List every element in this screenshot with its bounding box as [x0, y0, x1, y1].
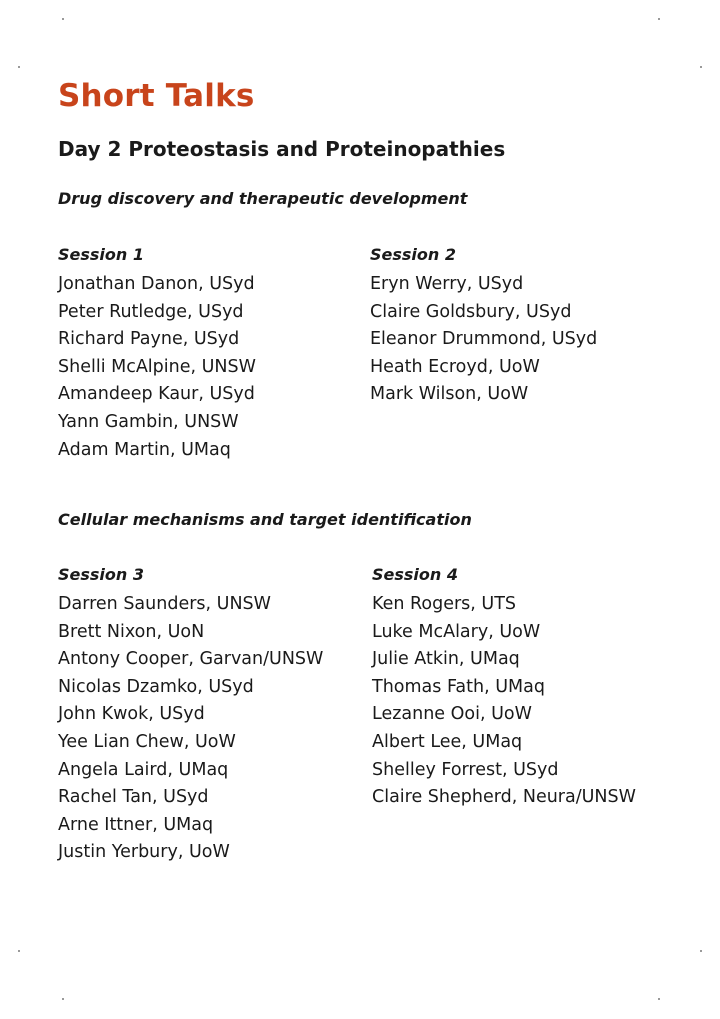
session-4-speaker-list	[372, 591, 636, 812]
speaker-name: Ken Rogers, UTS	[372, 594, 517, 614]
section-heading-cellular-mechanisms: Cellular mechanisms and target identification	[58, 510, 472, 529]
speaker-name: Darren Saunders, UNSW	[58, 594, 271, 614]
session-3-column	[58, 563, 323, 867]
speaker-name: Thomas Fath, UMaq	[372, 676, 545, 697]
speaker-name: Luke McAlary, UoW	[372, 621, 541, 642]
speaker-name: Rachel Tan, USyd	[58, 787, 209, 808]
crop-mark	[658, 998, 660, 1000]
session-2-label: Session 2	[370, 245, 456, 264]
section-heading-drug-discovery: Drug discovery and therapeutic development	[58, 189, 468, 208]
speaker-name: Richard Payne, USyd	[58, 329, 240, 350]
day-heading: Day 2 Proteostasis and Proteinopathies	[58, 137, 506, 161]
speaker-name: Claire Shepherd, Neura/UNSW	[372, 787, 636, 808]
crop-mark	[62, 998, 64, 1000]
speaker-name: Lezanne Ooi, UoW	[372, 704, 532, 725]
speaker-name: Justin Yerbury, UoW	[58, 842, 230, 863]
session-1-speaker-list	[58, 271, 256, 464]
speaker-name: Brett Nixon, UoN	[58, 621, 205, 642]
speaker-name: Jonathan Danon, USyd	[58, 274, 255, 294]
session-4-column	[372, 563, 636, 812]
speaker-name: Yann Gambin, UNSW	[58, 411, 239, 432]
speaker-name: Adam Martin, UMaq	[58, 439, 231, 460]
speaker-name: Amandeep Kaur, USyd	[58, 384, 255, 405]
session-3-label: Session 3	[58, 565, 144, 584]
speaker-name: Mark Wilson, UoW	[370, 384, 529, 405]
page-title: Short Talks	[58, 78, 255, 114]
session-2-column	[370, 243, 597, 409]
speaker-name: Antony Cooper, Garvan/UNSW	[58, 649, 324, 670]
speaker-name: Nicolas Dzamko, USyd	[58, 676, 254, 697]
crop-mark	[658, 18, 660, 20]
speaker-name: Shelley Forrest, USyd	[372, 759, 559, 780]
crop-mark	[700, 950, 702, 952]
speaker-name: Eleanor Drummond, USyd	[370, 329, 598, 350]
speaker-name: Heath Ecroyd, UoW	[370, 356, 540, 377]
session-3-speaker-list	[58, 591, 323, 867]
crop-mark	[700, 66, 702, 68]
speaker-name: Yee Lian Chew, UoW	[58, 731, 236, 752]
speaker-name: Angela Laird, UMaq	[58, 759, 229, 780]
speaker-name: Albert Lee, UMaq	[372, 731, 523, 752]
speaker-name: Eryn Werry, USyd	[370, 274, 524, 294]
session-2-speaker-list	[370, 271, 597, 409]
speaker-name: Arne Ittner, UMaq	[58, 814, 214, 835]
crop-mark	[18, 950, 20, 952]
speaker-name: Claire Goldsbury, USyd	[370, 301, 572, 322]
speaker-name: John Kwok, USyd	[58, 704, 205, 725]
crop-mark	[62, 18, 64, 20]
session-1-column	[58, 243, 256, 464]
session-4-label: Session 4	[372, 565, 458, 584]
speaker-name: Shelli McAlpine, UNSW	[58, 356, 256, 377]
crop-mark	[18, 66, 20, 68]
speaker-name: Peter Rutledge, USyd	[58, 301, 244, 322]
session-1-label: Session 1	[58, 245, 144, 264]
speaker-name: Julie Atkin, UMaq	[372, 649, 520, 670]
